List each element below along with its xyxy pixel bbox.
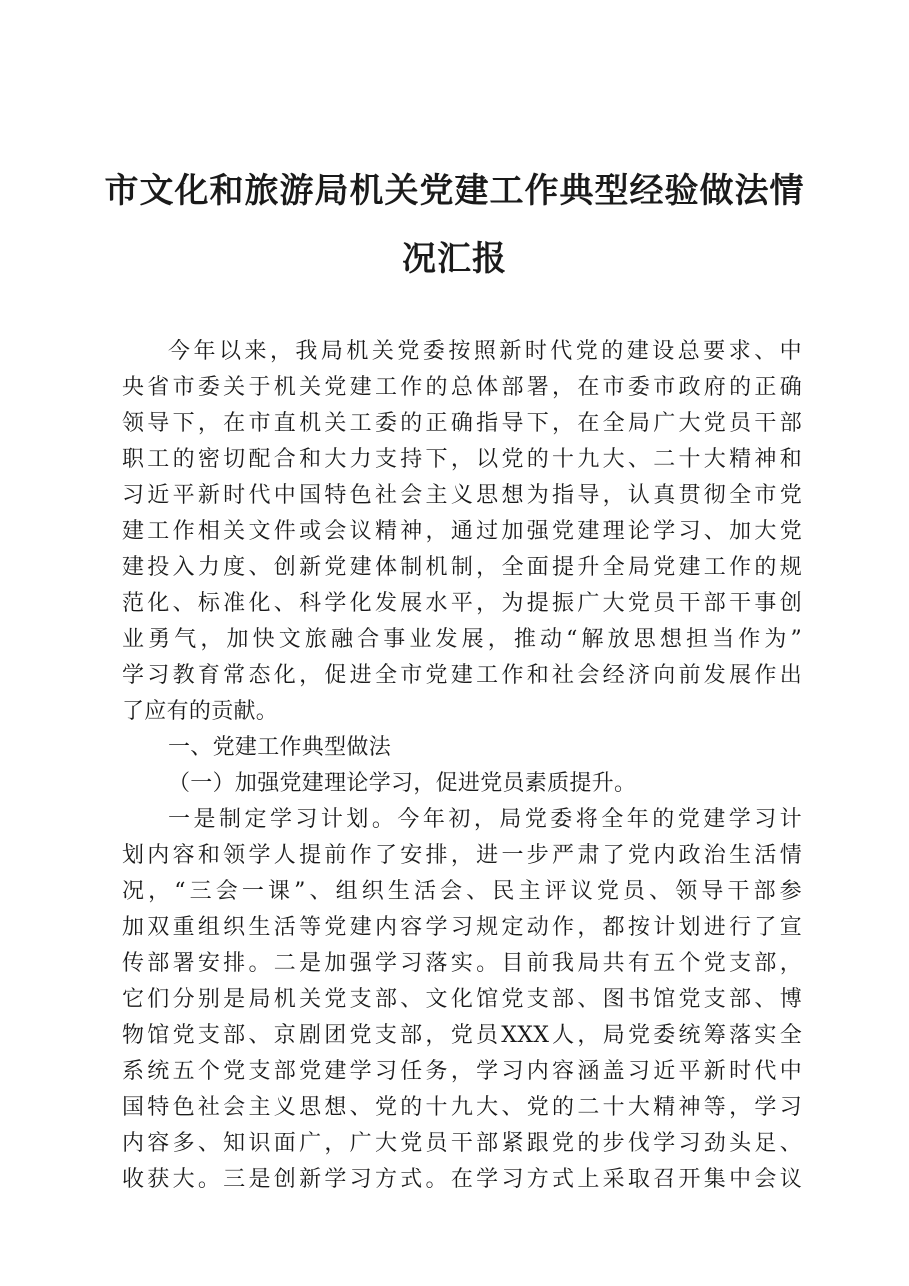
section-heading: 一、党建工作典型做法 bbox=[168, 735, 392, 760]
body-line: 系统五个党支部党建学习任务，学习内容涵盖习近平新时代中 bbox=[122, 1059, 802, 1084]
body-line: 今年以来，我局机关党委按照新时代党的建设总要求、中 bbox=[168, 339, 802, 364]
body-line: 学习教育常态化，促进全市党建工作和社会经济向前发展作出 bbox=[122, 663, 802, 688]
body-line: 传部署安排。二是加强学习落实。目前我局共有五个党支部， bbox=[122, 951, 802, 976]
body-line: 范化、标准化、科学化发展水平，为提振广大党员干部干事创 bbox=[122, 591, 802, 616]
body-line: 一是制定学习计划。今年初，局党委将全年的党建学习计 bbox=[168, 807, 802, 832]
document-title-line-2: 况汇报 bbox=[402, 239, 507, 279]
body-line: 了应有的贡献。 bbox=[122, 699, 279, 724]
body-line: 央省市委关于机关党建工作的总体部署，在市委市政府的正确 bbox=[122, 375, 802, 400]
body-line: 况，“三会一课”、组织生活会、民主评议党员、领导干部参 bbox=[122, 879, 802, 904]
body-line: 划内容和领学人提前作了安排，进一步严肃了党内政治生活情 bbox=[122, 843, 802, 868]
body-line: 习近平新时代中国特色社会主义思想为指导，认真贯彻全市党 bbox=[122, 483, 802, 508]
body-line: 领导下，在市直机关工委的正确指导下，在全局广大党员干部 bbox=[122, 411, 802, 436]
document-body bbox=[122, 334, 802, 1198]
body-line: 职工的密切配合和大力支持下，以党的十九大、二十大精神和 bbox=[122, 447, 802, 472]
body-line: 内容多、知识面广，广大党员干部紧跟党的步伐学习劲头足、 bbox=[122, 1131, 802, 1156]
body-line: 国特色社会主义思想、党的十九大、党的二十大精神等，学习 bbox=[122, 1095, 802, 1120]
body-line: 加双重组织生活等党建内容学习规定动作，都按计划进行了宣 bbox=[122, 915, 802, 940]
body-line: 建工作相关文件或会议精神，通过加强党建理论学习、加大党 bbox=[122, 519, 802, 544]
body-line: 业勇气，加快文旅融合事业发展，推动“解放思想担当作为” bbox=[122, 627, 802, 652]
document-title-line-1: 市文化和旅游局机关党建工作典型经验做法情 bbox=[104, 171, 805, 211]
body-line: 建投入力度、创新党建体制机制，全面提升全局党建工作的规 bbox=[122, 555, 802, 580]
body-line: 收获大。三是创新学习方式。在学习方式上采取召开集中会议 bbox=[122, 1167, 802, 1192]
body-line: 物馆党支部、京剧团党支部，党员XXX人，局党委统筹落实全 bbox=[122, 1023, 802, 1048]
body-line: 它们分别是局机关党支部、文化馆党支部、图书馆党支部、博 bbox=[122, 987, 802, 1012]
subsection-heading: （一）加强党建理论学习，促进党员素质提升。 bbox=[168, 771, 637, 796]
